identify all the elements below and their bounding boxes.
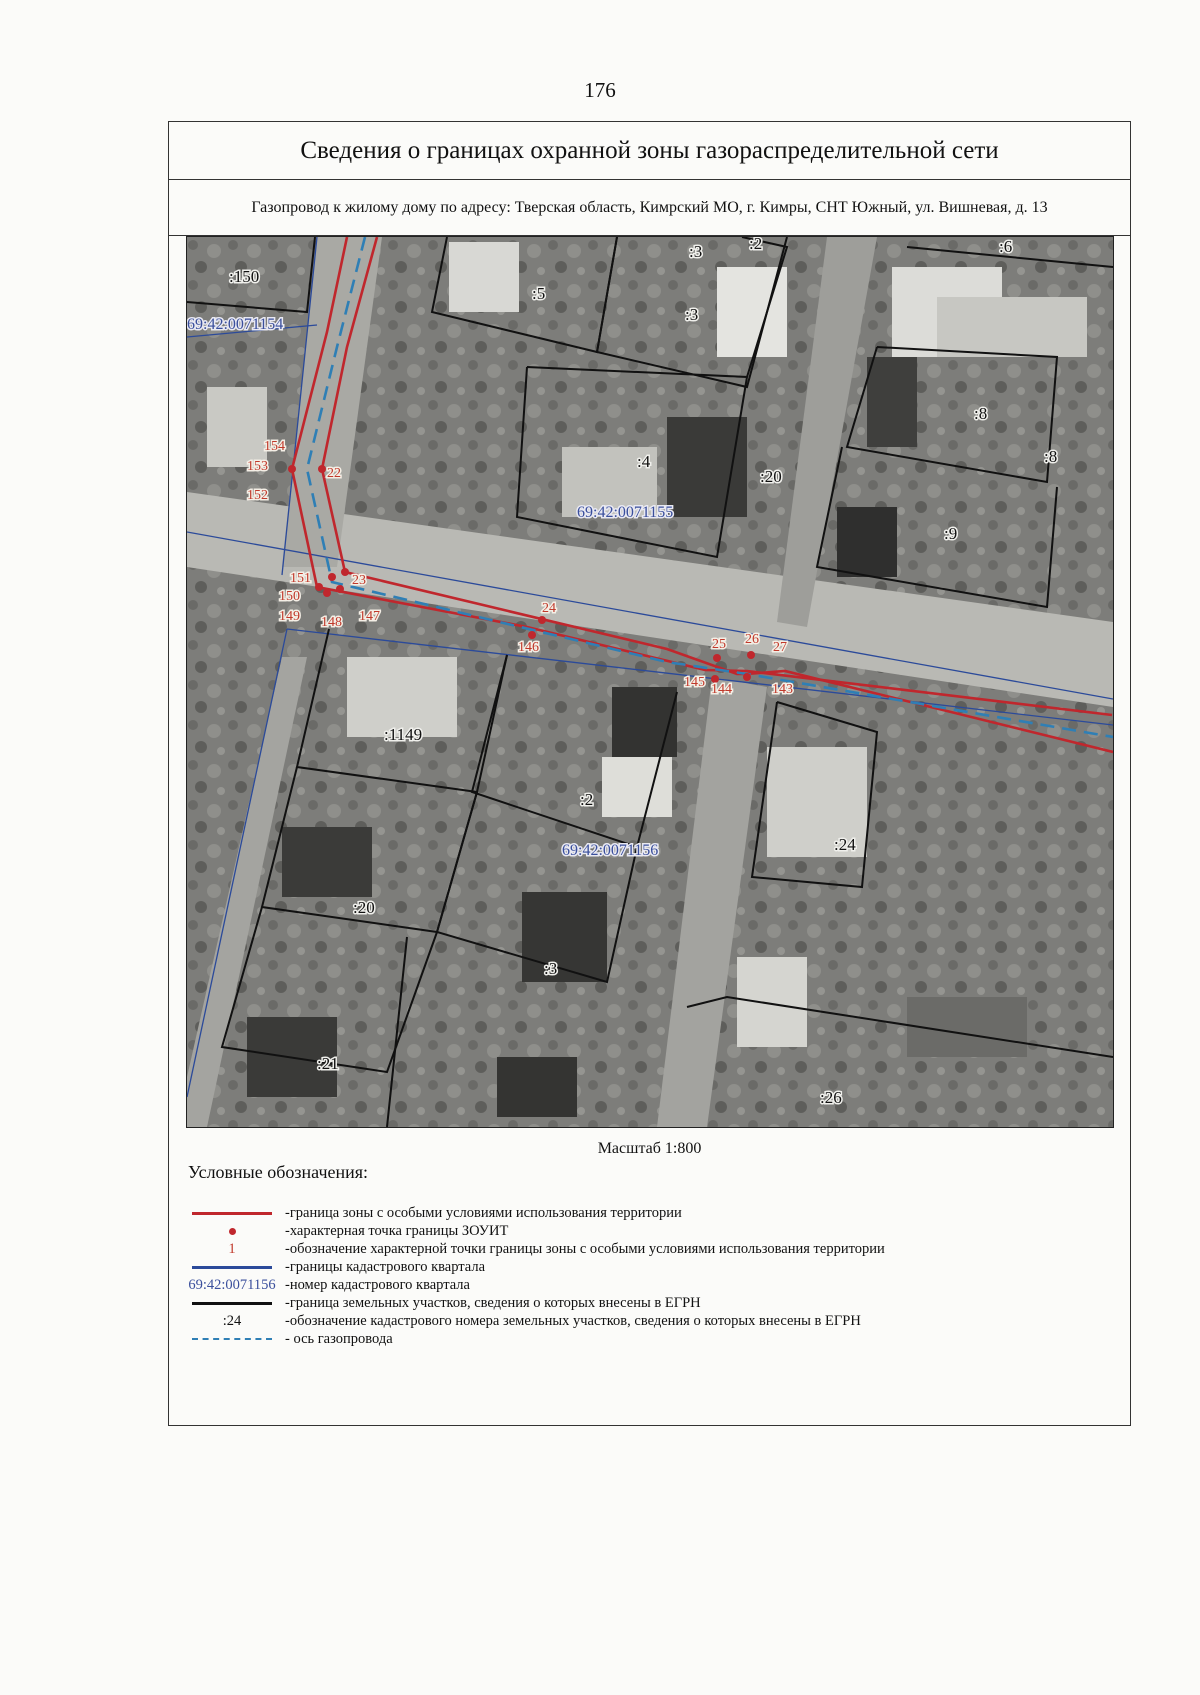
parcel-label: [637, 452, 651, 471]
svg-text:22: 22: [327, 466, 341, 481]
svg-text::2: :2: [749, 237, 763, 253]
point-label: [279, 589, 300, 604]
svg-text::2: :2: [580, 790, 594, 809]
svg-text::20: :20: [760, 467, 782, 486]
quarter-label: [187, 316, 283, 333]
legend-text: -характерная точка границы ЗОУИТ: [285, 1223, 509, 1239]
svg-text::5: :5: [532, 284, 546, 303]
point-label: [745, 632, 759, 647]
legend-symbol: [179, 1212, 285, 1215]
legend-text: -границы кадастрового квартала: [285, 1259, 486, 1275]
svg-text::4: :4: [637, 452, 651, 471]
legend-text: -обозначение кадастрового номера земельных участков, сведения о которых внесены в ЕГРН: [285, 1313, 861, 1329]
point-label: [279, 609, 300, 624]
legend-item: [179, 1330, 1119, 1348]
legend-symbol: [179, 1312, 285, 1330]
svg-text::26: :26: [820, 1088, 842, 1107]
map-svg: [187, 237, 1113, 1127]
document-frame: [168, 121, 1131, 1426]
parcel-label: [749, 237, 762, 253]
svg-text:144: 144: [711, 682, 732, 697]
blue-line-swatch: [192, 1266, 272, 1269]
point-label: [247, 459, 268, 474]
svg-text::3: :3: [689, 242, 703, 261]
point-label: [359, 609, 380, 624]
quarter-label: [577, 504, 673, 521]
svg-text:27: 27: [773, 640, 787, 655]
document-title: Сведения о границах охранной зоны газораспределительной сети: [169, 122, 1130, 180]
parcel-label: [544, 959, 557, 978]
point-label: [247, 488, 268, 503]
parcel-label: [999, 237, 1012, 256]
legend-item: [179, 1294, 1119, 1312]
svg-text:143: 143: [772, 682, 793, 697]
svg-text:145: 145: [684, 675, 705, 690]
legend-symbol: [179, 1228, 285, 1235]
legend-text: -граница земельных участков, сведения о которых внесены в ЕГРН: [285, 1295, 701, 1311]
legend-symbol: [179, 1302, 285, 1305]
svg-text:69:42:0071156: 69:42:0071156: [562, 842, 659, 859]
legend-text: -номер кадастрового квартала: [285, 1277, 470, 1293]
svg-text::24: :24: [834, 835, 856, 854]
document-subtitle: [169, 179, 1130, 236]
svg-text:24: 24: [542, 601, 556, 616]
svg-text:148: 148: [321, 615, 342, 630]
legend-text: -обозначение характерной точки границы зоны с особыми условиями использования территории: [285, 1241, 885, 1257]
parcel-label: [532, 284, 545, 303]
legend-symbol: [179, 1338, 285, 1340]
parcel-label: [580, 790, 593, 809]
point-label: [352, 573, 366, 588]
svg-text:25: 25: [712, 637, 726, 652]
black-line-swatch: [192, 1302, 272, 1305]
svg-text::6: :6: [999, 237, 1013, 256]
svg-text:154: 154: [264, 439, 285, 454]
subtitle-text: Газопровод к жилому дому по адресу: Тверская область, Кимрский МО, г. Кимры, СНТ Южный, ул. Вишневая, д. 13: [251, 198, 1048, 216]
map-area[interactable]: [186, 236, 1114, 1128]
legend-item: [179, 1222, 1119, 1240]
quarter-label: [562, 842, 658, 859]
parcel-label: [229, 267, 259, 286]
dash-line-swatch: [192, 1338, 272, 1340]
parcel-label: [820, 1088, 842, 1107]
parcel-label: [689, 242, 702, 261]
svg-text:153: 153: [247, 459, 268, 474]
svg-text:69:42:0071154: 69:42:0071154: [187, 316, 284, 333]
svg-text:69:42:0071155: 69:42:0071155: [577, 504, 674, 521]
parcel-label: [384, 725, 422, 744]
svg-text::3: :3: [544, 959, 558, 978]
svg-text::8: :8: [974, 404, 988, 423]
point-label: [772, 682, 793, 697]
svg-text:147: 147: [359, 609, 380, 624]
legend-item: [179, 1276, 1119, 1294]
svg-text:151: 151: [290, 571, 311, 586]
legend-item: [179, 1240, 1119, 1258]
parcel-label: [353, 898, 375, 917]
point-label: [542, 601, 556, 616]
point-label: [518, 640, 539, 655]
map-scale: Масштаб 1:800: [597, 1140, 702, 1157]
legend-symbol-label: 1: [228, 1241, 236, 1257]
legend-item: [179, 1204, 1119, 1222]
svg-text:152: 152: [247, 488, 268, 503]
legend-item: [179, 1312, 1119, 1330]
svg-text:146: 146: [518, 640, 539, 655]
svg-text:23: 23: [352, 573, 366, 588]
svg-text::20: :20: [353, 898, 375, 917]
point-label: [327, 466, 341, 481]
svg-text::3: :3: [685, 305, 699, 324]
parcel-label: [685, 305, 698, 324]
point-label: [712, 637, 726, 652]
point-label: [321, 615, 342, 630]
parcel-label: [317, 1054, 339, 1073]
point-label: [711, 682, 732, 697]
svg-text::9: :9: [944, 524, 958, 543]
parcel-label: [1044, 447, 1057, 466]
svg-text::8: :8: [1044, 447, 1058, 466]
legend-symbol: [179, 1276, 285, 1294]
parcel-label: [974, 404, 987, 423]
parcel-label: [834, 835, 856, 854]
point-label: [773, 640, 787, 655]
red-line-swatch: [192, 1212, 272, 1215]
legend-symbol-label: :24: [222, 1313, 242, 1329]
svg-text::150: :150: [229, 267, 260, 286]
svg-text:150: 150: [279, 589, 300, 604]
point-label: [264, 439, 285, 454]
red-dot-swatch: [229, 1228, 236, 1235]
legend-symbol-label: 69:42:0071156: [188, 1277, 276, 1293]
legend-text: -граница зоны с особыми условиями использования территории: [285, 1205, 682, 1221]
legend-title: Условные обозначения:: [188, 1162, 369, 1182]
legend-item: [179, 1258, 1119, 1276]
point-label: [684, 675, 705, 690]
svg-text:26: 26: [745, 632, 759, 647]
point-label: [290, 571, 311, 586]
legend-text: - ось газопровода: [285, 1331, 393, 1347]
svg-text:149: 149: [279, 609, 300, 624]
parcel-label: [944, 524, 957, 543]
parcel-label: [760, 467, 782, 486]
legend-symbol: [179, 1266, 285, 1269]
legend-symbol: [179, 1240, 285, 1258]
legend: [179, 1204, 1119, 1348]
page-number: 176: [584, 78, 616, 102]
svg-text::1149: :1149: [384, 725, 423, 744]
svg-text::21: :21: [317, 1054, 339, 1073]
